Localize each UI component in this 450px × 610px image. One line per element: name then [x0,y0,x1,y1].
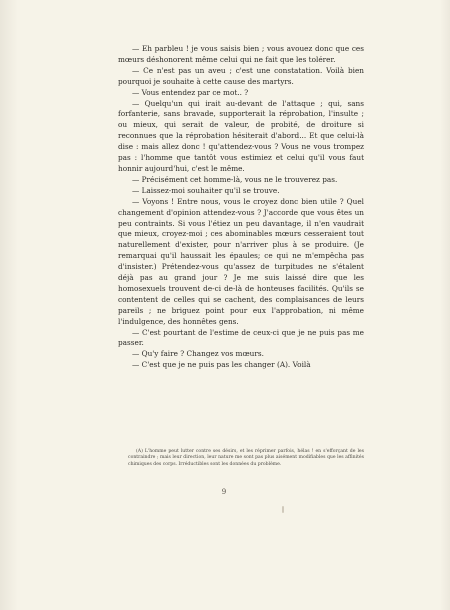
paragraph: — C'est pourtant de l'estime de ceux-ci que je ne puis pas me passer. [118,327,364,348]
footnote: (A) L'homme peut lutter contre ses désirs, et les réprimer parfois, hélas ! en s'efforçant de les contraindre ; mais leur direction, leur nature me sont pas plus aisément modifiables que les affinités chimiques des corps. Irréductibles sont les données du problème. [128,449,364,467]
paragraph: — Voyons ! Entre nous, vous le croyez donc bien utile ? Quel changement d'opinion attendez-vous ? J'accorde que vous êtes un peu contraints. Si vous l'étiez un peu davantage, il n'en vaudrait que mieux, croyez-moi ; ces abominables mœurs cesseraient tout naturellement d'exister, pour n'arriver plus à se produire. (Je remarquai qu'il haussait les épaules; ce qui ne m'empêcha pas d'insister.) Prétendez-vous qu'assez de turpitudes ne s'étalent déjà pas au grand jour ? Je me suis laissé dire que les homosexuels trouvent de-ci de-là de honteuses facilités. Qu'ils se contentent de celles qui se cachent, des complaisances de leurs pareils ; ne briguez point pour eux l'approbation, ni même l'indulgence, des honnêtes gens. [118,196,364,326]
paragraph: — Ce n'est pas un aveu ; c'est une constatation. Voilà bien pourquoi je souhaite à cette cause des martyrs. [118,65,364,86]
page-number: 9 [221,488,227,496]
paragraph: — Quelqu'un qui irait au-devant de l'attaque ; qui, sans forfanterie, sans bravade, supporterait la réprobation, l'insulte ; ou mieux, qui serait de valeur, de probité, de droiture si reconnues que la réprobation hésiterait d'abord... Et que celui-là dise : mais allez donc ! qu'attendez-vous ? Vous ne vous trompez pas : l'homme que tantôt vous estimiez et celui qu'il vous faut honnir aujourd'hui, c'est le même. [118,98,364,173]
paragraph: — Laissez-moi souhaiter qu'il se trouve. [132,185,280,195]
paragraph: — Eh parbleu ! je vous saisis bien ; vous avouez donc que ces mœurs déshonorent même celui qui ne fait que les tolérer. [118,44,364,64]
paragraph: — Vous entendez par ce mot.. ? [132,87,249,97]
paper-mark [282,506,284,513]
paragraph: — Qu'y faire ? Changez vos mœurs. [132,349,264,359]
paragraph: — C'est que je ne puis pas les changer (A). Voilà [132,360,311,370]
paragraph: — Précisément cet homme-là, vous ne le trouverez pas. [132,174,338,184]
body-text [118,44,364,371]
footnotes [128,449,364,468]
